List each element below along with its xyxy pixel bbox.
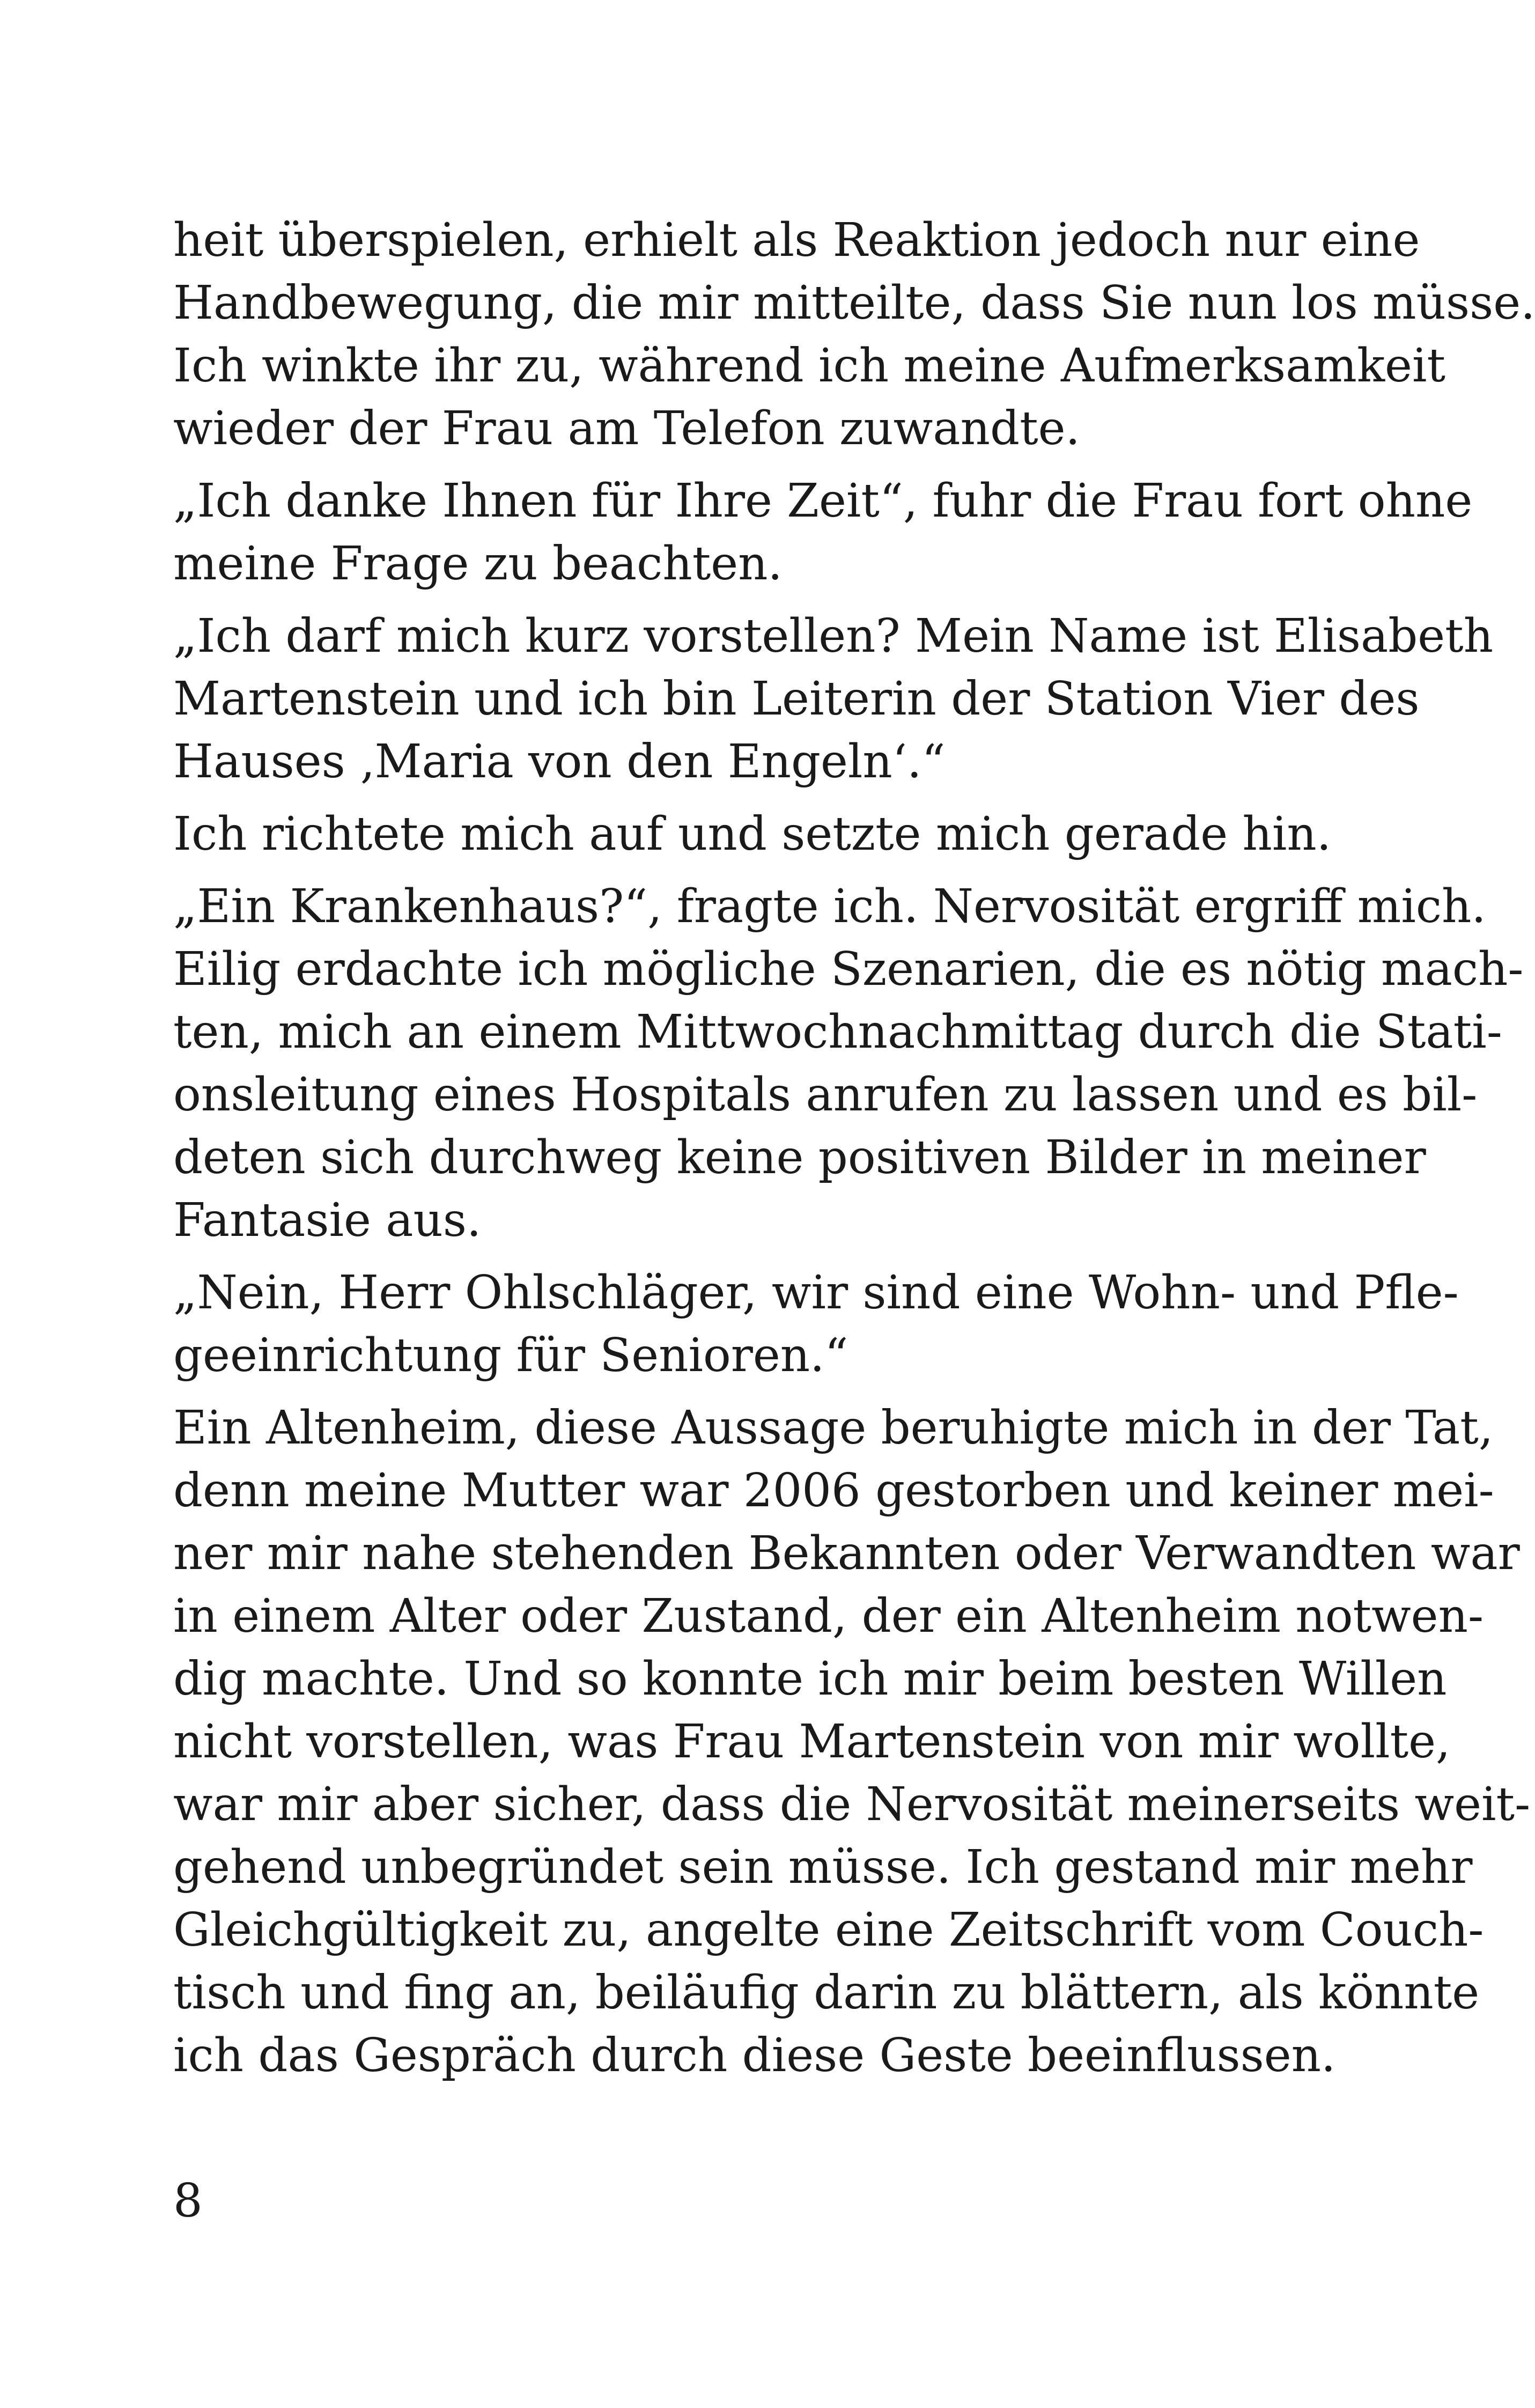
text-line: war mir aber sicher, dass die Nervosität meinerseits weit- [173,1778,1531,1831]
paragraph [173,1262,1459,1387]
text-line: „Nein, Herr Ohlschläger, wir sind eine Wohn- und Pfle- [173,1266,1459,1320]
text-line: Eilig erdachte ich mögliche Szenarien, die es nötig mach- [173,942,1524,996]
text-line: Hauses ‚Maria von den Engeln‘.“ [173,735,946,789]
paragraph [173,1397,1531,2087]
body-text [173,209,1535,2097]
text-line: gehend unbegründet sein müsse. Ich gestand mir mehr [173,1840,1473,1894]
text-line: Ich richtete mich auf und setzte mich gerade hin. [173,807,1332,861]
text-line: Martenstein und ich bin Leiterin der Station Vier des [173,672,1420,726]
text-line: Fantasie aus. [173,1194,482,1247]
text-line: Gleichgültigkeit zu, angelte eine Zeitschrift vom Couch- [173,1903,1484,1957]
paragraph [173,803,1332,866]
text-line: dig machte. Und so konnte ich mir beim besten Willen [173,1652,1447,1706]
paragraph [173,470,1473,595]
paragraph [173,605,1494,793]
text-line: tisch und fing an, beiläufig darin zu blättern, als könnte [173,1966,1480,2020]
text-line: onsleitung eines Hospitals anrufen zu lassen und es bil- [173,1068,1478,1122]
text-line: geeinrichtung für Senioren.“ [173,1329,848,1382]
paragraph [173,209,1535,460]
paragraph [173,875,1524,1252]
text-line: nicht vorstellen, was Frau Martenstein von mir wollte, [173,1715,1451,1769]
text-line: Handbewegung, die mir mitteilte, dass Sie nun los müsse. [173,276,1535,330]
text-line: heit überspielen, erhielt als Reaktion jedoch nur eine [173,213,1420,267]
text-line: in einem Alter oder Zustand, der ein Altenheim notwen- [173,1589,1484,1643]
text-line: „Ich danke Ihnen für Ihre Zeit“, fuhr die Frau fort ohne [173,474,1473,528]
text-line: ich das Gespräch durch diese Geste beeinflussen. [173,2029,1336,2082]
text-line: „Ich darf mich kurz vorstellen? Mein Name ist Elisabeth [173,609,1494,663]
text-line: deten sich durchweg keine positiven Bilder in meiner [173,1131,1426,1184]
text-line: Ein Altenheim, diese Aussage beruhigte mich in der Tat, [173,1401,1494,1455]
text-line: wieder der Frau am Telefon zuwandte. [173,402,1080,455]
text-line: ten, mich an einem Mittwochnachmittag durch die Stati- [173,1005,1502,1059]
text-line: meine Frage zu beachten. [173,537,783,591]
text-line: denn meine Mutter war 2006 gestorben und keiner mei- [173,1464,1494,1518]
text-line: „Ein Krankenhaus?“, fragte ich. Nervosität ergriff mich. [173,880,1486,933]
page-number: 8 [173,2174,203,2228]
text-line: ner mir nahe stehenden Bekannten oder Verwandten war [173,1527,1520,1580]
text-line: Ich winkte ihr zu, während ich meine Aufmerksamkeit [173,339,1446,393]
